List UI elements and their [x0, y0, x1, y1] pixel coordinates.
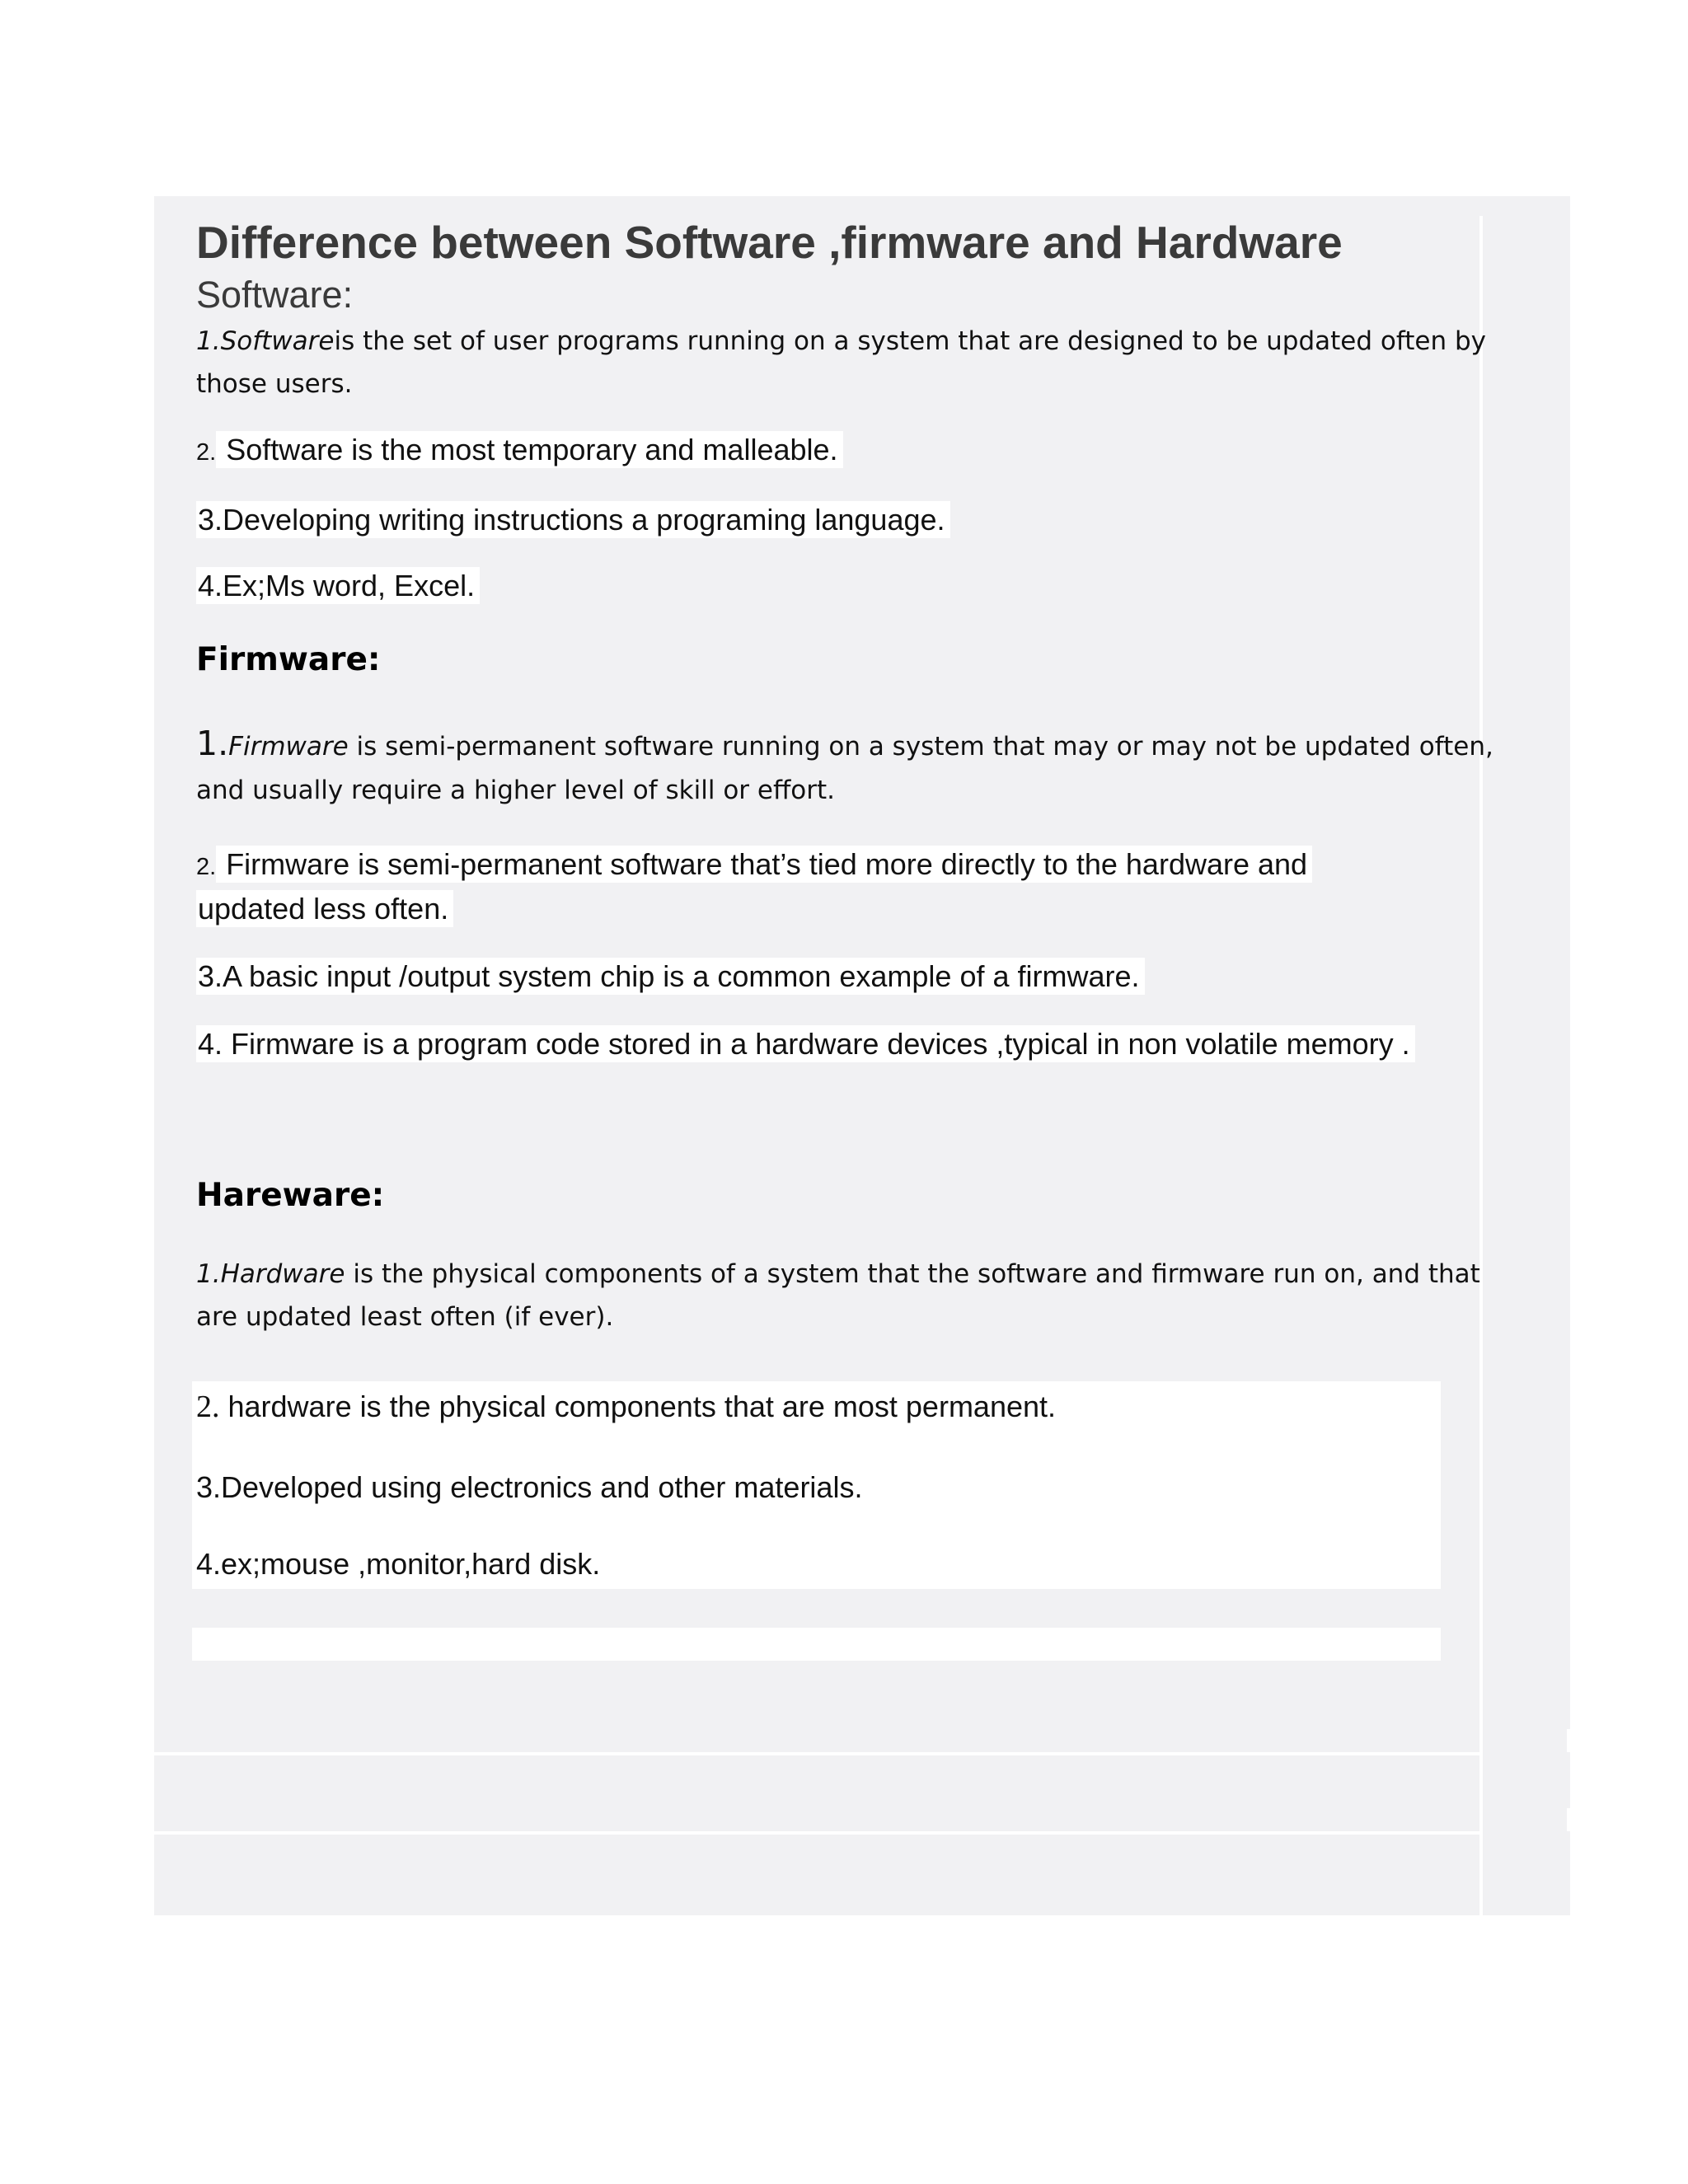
firmware-point-2: [196, 847, 1312, 882]
firmware-point-4-text: 4. Firmware is a program code stored in a hardware devices ,typical in non volatile memory .: [196, 1025, 1415, 1062]
hardware-heading: Hareware:: [196, 1177, 385, 1214]
hardware-point-2-number: 2.: [196, 1390, 220, 1424]
firmware-term: Firmware: [228, 732, 349, 762]
software-point-4-text: 4.Ex;Ms word, Excel.: [196, 567, 480, 604]
hardware-point-1: [196, 1253, 1480, 1296]
software-point-3: [196, 503, 950, 537]
software-point-2-number: 2.: [196, 439, 217, 466]
firmware-heading: Firmware:: [196, 641, 381, 678]
hardware-point-2: [196, 1389, 1056, 1425]
firmware-point-1-text: is semi-permanent software running on a system that may or may not be updated often,: [348, 732, 1493, 762]
panel-edge-notch: [1567, 1729, 1570, 1752]
software-point-3-text: 3.Developing writing instructions a programing language.: [196, 501, 950, 538]
firmware-point-3-text: 3.A basic input /output system chip is a common example of a firmware.: [196, 958, 1145, 995]
empty-white-bar: [192, 1628, 1441, 1661]
software-point-1-text: is the set of user programs running on a system that are designed to be updated often by: [334, 326, 1486, 356]
software-point-1-line2: those users.: [196, 369, 353, 399]
panel-divider-vertical: [1479, 216, 1483, 1915]
firmware-point-2-text: Firmware is semi-permanent software that’s tied more directly to the hardware and: [216, 846, 1312, 883]
hardware-point-2-text: hardware is the physical components that are most permanent.: [219, 1390, 1057, 1423]
page-title: Difference between Software ,firmware and Hardware: [196, 217, 1343, 268]
software-point-2: [196, 433, 843, 467]
software-point-4: [196, 569, 480, 603]
software-term: 1.Software: [196, 326, 335, 356]
hardware-term: 1.Hardware: [196, 1259, 345, 1289]
firmware-point-2-line2-text: updated less often.: [196, 890, 453, 927]
panel-divider-horizontal: [154, 1752, 1479, 1755]
firmware-point-4: [196, 1027, 1415, 1062]
software-heading: Software:: [196, 274, 354, 316]
firmware-point-1-number: 1.: [196, 724, 229, 763]
firmware-point-1-line2: and usually require a higher level of skill or effort.: [196, 776, 836, 805]
panel-edge-notch: [1567, 1808, 1570, 1831]
software-point-2-text: Software is the most temporary and malleable.: [216, 431, 842, 468]
firmware-point-2-number: 2.: [196, 854, 217, 880]
hardware-point-4: 4.ex;mouse ,monitor,hard disk.: [196, 1547, 601, 1581]
hardware-point-3: 3.Developed using electronics and other materials.: [196, 1470, 863, 1504]
panel-divider-horizontal: [154, 1831, 1479, 1835]
firmware-point-3: [196, 959, 1145, 994]
hardware-point-1-line2: are updated least often (if ever).: [196, 1302, 614, 1332]
hardware-point-1-text: is the physical components of a system that the software and firmware run on, and that: [345, 1259, 1480, 1289]
firmware-point-1: [196, 722, 1493, 768]
software-point-1: [196, 320, 1486, 363]
firmware-point-2-line2: [196, 892, 453, 926]
